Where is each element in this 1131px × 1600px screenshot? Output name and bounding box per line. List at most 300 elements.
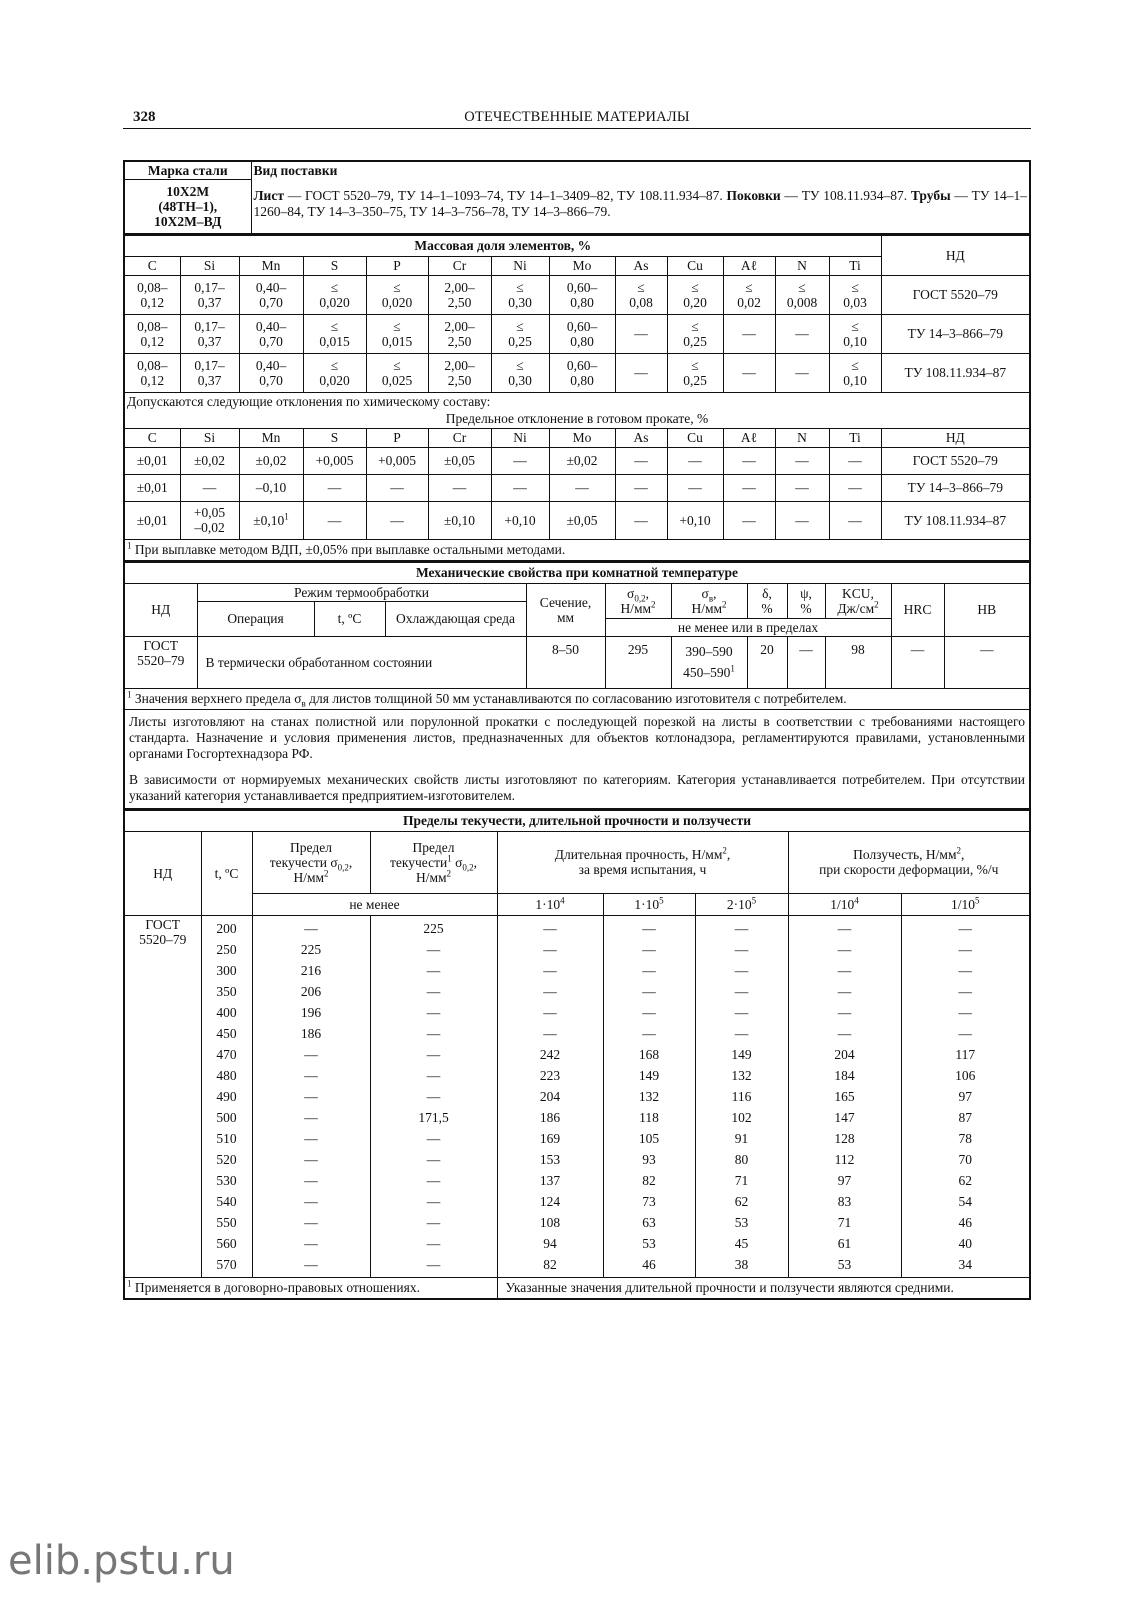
deviation-value bbox=[615, 501, 667, 539]
chem-value-line-1: — bbox=[795, 365, 809, 380]
chem-value bbox=[366, 275, 428, 314]
deviation-value-text: — bbox=[390, 512, 404, 528]
element-header: P bbox=[366, 428, 428, 447]
creep-value: 186 bbox=[252, 1023, 370, 1044]
chem-value bbox=[775, 275, 829, 314]
element-header: Mn bbox=[239, 256, 303, 275]
deviation-value bbox=[723, 447, 775, 474]
creep-temp: 400 bbox=[201, 1002, 252, 1023]
deviation-value-text: ±0,05 bbox=[443, 453, 476, 468]
supply-label: Вид поставки bbox=[253, 163, 338, 178]
creep-temp: 570 bbox=[201, 1254, 252, 1278]
chem-value bbox=[615, 353, 667, 392]
creep-value: — bbox=[695, 915, 788, 939]
element-header: Mn bbox=[239, 428, 303, 447]
creep-value: 186 bbox=[497, 1107, 603, 1128]
footnote-subscript: в bbox=[301, 698, 306, 709]
deviation-value bbox=[615, 474, 667, 501]
deviation-title: Предельное отклонение в готовом прокате, % bbox=[124, 410, 1030, 428]
footnote-mark: 1 bbox=[127, 689, 132, 700]
creep-value: — bbox=[370, 1002, 497, 1023]
creep-value: 153 bbox=[497, 1149, 603, 1170]
creep-value: 169 bbox=[497, 1128, 603, 1149]
creep-value: — bbox=[370, 1023, 497, 1044]
mech-row-state: В термически обработанном состоянии bbox=[197, 636, 526, 688]
comma: , bbox=[348, 854, 353, 870]
creep-value: — bbox=[497, 1002, 603, 1023]
chem-value bbox=[124, 314, 180, 353]
creep-row bbox=[124, 1170, 1030, 1191]
chem-value bbox=[303, 353, 366, 392]
creep-yield-header bbox=[252, 831, 370, 893]
creep-value: 80 bbox=[695, 1149, 788, 1170]
sigma-symbol: σ bbox=[627, 585, 635, 601]
creep-value: — bbox=[370, 960, 497, 981]
deviation-value-text: +0,10 bbox=[679, 512, 711, 528]
creep-row bbox=[124, 1254, 1030, 1278]
creep-value: — bbox=[603, 981, 695, 1002]
creep-value: 128 bbox=[788, 1128, 901, 1149]
creep-value: — bbox=[497, 915, 603, 939]
element-header: As bbox=[615, 428, 667, 447]
chem-value-line-1: — bbox=[634, 365, 648, 380]
chem-value bbox=[491, 275, 549, 314]
creep-temp: 470 bbox=[201, 1044, 252, 1065]
deviation-value bbox=[303, 501, 366, 539]
element-header: As bbox=[615, 256, 667, 275]
creep-value: 54 bbox=[901, 1191, 1030, 1212]
creep-value: 83 bbox=[788, 1191, 901, 1212]
chem-value-line-2: 2,50 bbox=[447, 294, 472, 310]
creep-row-nd bbox=[124, 915, 201, 1277]
creep-nd-header: НД bbox=[124, 831, 201, 915]
unit-label: Н/мм bbox=[691, 600, 723, 616]
creep-value: — bbox=[370, 1149, 497, 1170]
unit-label: Н/мм bbox=[620, 600, 652, 616]
creep-row bbox=[124, 939, 1030, 960]
chem-value-line-2: 0,020 bbox=[319, 372, 350, 388]
chem-value bbox=[124, 353, 180, 392]
chem-value-line-2: 2,50 bbox=[447, 333, 472, 349]
chem-value bbox=[239, 275, 303, 314]
nd-line-2: 5520–79 bbox=[137, 652, 185, 668]
deviation-value bbox=[491, 501, 549, 539]
deviation-value-text: — bbox=[795, 480, 809, 495]
chem-value-line-1: 2,00– bbox=[444, 279, 475, 295]
chem-value-line-2: 0,02 bbox=[737, 294, 761, 310]
deviation-footnote bbox=[124, 539, 1030, 561]
creep-not-less: не менее bbox=[252, 893, 497, 915]
chem-value-line-2: 0,70 bbox=[259, 333, 283, 349]
creep-value: 116 bbox=[695, 1086, 788, 1107]
creep-value: — bbox=[252, 1212, 370, 1233]
chem-value-line-1: 0,17– bbox=[194, 357, 225, 373]
creep-temp: 520 bbox=[201, 1149, 252, 1170]
forgings-standards: — ТУ 108.11.934–87. bbox=[780, 188, 911, 203]
creep-value: — bbox=[497, 960, 603, 981]
deviation-value bbox=[303, 447, 366, 474]
deviation-value bbox=[428, 474, 491, 501]
chem-value bbox=[180, 353, 239, 392]
deviation-value bbox=[775, 447, 829, 474]
chem-value-line-2: 0,37 bbox=[197, 372, 222, 388]
deviation-value bbox=[124, 447, 180, 474]
mech-sv-header: $\sigma_в$, $Н/мм^2$ bbox=[671, 583, 747, 618]
mech-row-hrc: — bbox=[891, 636, 944, 688]
creep-row bbox=[124, 981, 1030, 1002]
creep-temp: 550 bbox=[201, 1212, 252, 1233]
psi-label: ψ, bbox=[800, 585, 812, 601]
creep-value: 73 bbox=[603, 1191, 695, 1212]
creep-value: — bbox=[788, 960, 901, 981]
chem-value bbox=[239, 314, 303, 353]
creep-yield1-header bbox=[370, 831, 497, 893]
deviation-row-nd: ГОСТ 5520–79 bbox=[881, 447, 1030, 474]
creep-value: — bbox=[695, 1002, 788, 1023]
element-header: Mo bbox=[549, 428, 615, 447]
creep-value: 71 bbox=[788, 1212, 901, 1233]
chem-value-line-1: ≤ bbox=[516, 357, 524, 373]
chem-value-line-2: 0,25 bbox=[683, 333, 707, 349]
chem-value-line-2: 0,80 bbox=[570, 372, 594, 388]
chem-value bbox=[180, 275, 239, 314]
paragraph-categories: В зависимости от нормируемых механических свойств листы изготовляют по категориям. Категория устанавливается потребителем. При отсутствии указаний категория устанавливается предприятием-изготовителем. bbox=[129, 771, 1025, 803]
creep-value: 204 bbox=[788, 1044, 901, 1065]
creep-value: 63 bbox=[603, 1212, 695, 1233]
unit-exponent: 2 bbox=[722, 845, 727, 856]
element-header: Cu bbox=[667, 256, 723, 275]
comma: , bbox=[473, 854, 478, 870]
chem-value-line-1: 0,17– bbox=[194, 279, 225, 295]
creep-value: 102 bbox=[695, 1107, 788, 1128]
chem-value-line-2: 0,25 bbox=[683, 372, 707, 388]
creep-value: 112 bbox=[788, 1149, 901, 1170]
creep-value: — bbox=[788, 915, 901, 939]
footnote-mark: 1 bbox=[127, 1278, 132, 1289]
chem-value-line-1: 0,40– bbox=[255, 279, 287, 295]
creep-value: 225 bbox=[252, 939, 370, 960]
element-header: Ni bbox=[491, 256, 549, 275]
deviation-value bbox=[615, 447, 667, 474]
deviation-value-text: ±0,02 bbox=[193, 453, 226, 468]
chem-title: Массовая доля элементов, % bbox=[124, 235, 881, 256]
chem-value bbox=[239, 353, 303, 392]
deviation-row-nd: ТУ 108.11.934–87 bbox=[881, 501, 1030, 539]
chem-value-line-1: 0,60– bbox=[566, 357, 598, 373]
deviation-value bbox=[180, 501, 239, 539]
deviation-value-text: ±0,01 bbox=[136, 512, 168, 528]
supply-cell bbox=[251, 161, 1030, 234]
creep-value: 106 bbox=[901, 1065, 1030, 1086]
deviation-value bbox=[723, 474, 775, 501]
creep-value: 184 bbox=[788, 1065, 901, 1086]
chem-value-line-1: 0,08– bbox=[137, 318, 168, 334]
chem-value-line-2: 0,015 bbox=[319, 333, 350, 349]
creep-value: — bbox=[497, 939, 603, 960]
chem-value-line-2: 0,10 bbox=[843, 372, 867, 388]
unit-label: Н/мм bbox=[293, 869, 325, 885]
chem-value bbox=[491, 314, 549, 353]
sigma-subscript: 0,2 bbox=[634, 593, 646, 604]
chem-value-line-2: 0,10 bbox=[843, 333, 867, 349]
deviation-value-text: ±0,01 bbox=[136, 453, 168, 468]
psi-unit: % bbox=[800, 600, 812, 616]
mech-footnote bbox=[124, 688, 1030, 709]
creep-temp: 450 bbox=[201, 1023, 252, 1044]
creep-value: — bbox=[252, 1191, 370, 1212]
chem-value bbox=[549, 275, 615, 314]
chem-value-line-2: 0,008 bbox=[786, 294, 818, 310]
chem-value-line-1: ≤ bbox=[393, 318, 401, 334]
unit-exponent: 2 bbox=[446, 868, 452, 878]
time-exponent: 4 bbox=[560, 895, 565, 905]
chem-value-line-1: 0,17– bbox=[194, 318, 225, 334]
creep-value: — bbox=[370, 1191, 497, 1212]
strength-time-2 bbox=[603, 893, 695, 915]
creep-value: — bbox=[788, 1002, 901, 1023]
creep-value: 62 bbox=[901, 1170, 1030, 1191]
creep-value: 94 bbox=[497, 1233, 603, 1254]
chem-value bbox=[366, 314, 428, 353]
mechanical-table bbox=[123, 562, 1031, 810]
mech-row-hb: — bbox=[944, 636, 1030, 688]
creep-value: — bbox=[788, 981, 901, 1002]
creep-value: 53 bbox=[788, 1254, 901, 1278]
chem-value-line-2: 0,020 bbox=[319, 294, 350, 310]
creep-value: 223 bbox=[497, 1065, 603, 1086]
creep-row bbox=[124, 1212, 1030, 1233]
creep-value: — bbox=[252, 1044, 370, 1065]
deviation-value bbox=[829, 447, 881, 474]
sv-range-b: 450–590 bbox=[683, 665, 731, 680]
creep-row bbox=[124, 1065, 1030, 1086]
creep-temp: 500 bbox=[201, 1107, 252, 1128]
deviation-value-text: +0,005 bbox=[378, 453, 416, 468]
creep-value: 118 bbox=[603, 1107, 695, 1128]
deviation-value-text: — bbox=[513, 480, 527, 495]
chem-value-line-1: — bbox=[634, 326, 648, 341]
deviation-row bbox=[124, 501, 1030, 539]
creep-value: 242 bbox=[497, 1044, 603, 1065]
deviation-value-text: ±0,02 bbox=[566, 453, 598, 468]
creep-value: — bbox=[252, 1107, 370, 1128]
mech-section-header bbox=[526, 583, 605, 636]
chem-value-line-1: ≤ bbox=[851, 279, 859, 295]
creep-footnote-left bbox=[124, 1277, 497, 1299]
element-header: N bbox=[775, 428, 829, 447]
mech-row-nd bbox=[124, 636, 197, 688]
chem-value bbox=[667, 353, 723, 392]
chem-value-line-2: 0,30 bbox=[508, 294, 532, 310]
footnote-mark: 1 bbox=[284, 511, 289, 521]
creep-value: 61 bbox=[788, 1233, 901, 1254]
element-header: S bbox=[303, 428, 366, 447]
creep-temp-header: t, ºС bbox=[201, 831, 252, 915]
chem-row-nd: ТУ 108.11.934–87 bbox=[881, 353, 1030, 392]
element-header: P bbox=[366, 256, 428, 275]
creep-value: 206 bbox=[252, 981, 370, 1002]
creep-value: — bbox=[252, 1086, 370, 1107]
creep-value: — bbox=[497, 1023, 603, 1044]
paragraph-sheets: Листы изготовляют на станах полистной или порулонной прокатки с последующей порезкой на листы в соответствии с требованиями настоящего стандарта. Назначение и условия применения листов, предназначенных для объектов котлонадзора, регламентируются правилами, установленными органами Госгортехнадзора РФ. bbox=[129, 713, 1025, 761]
chem-value-line-1: ≤ bbox=[745, 279, 753, 295]
chem-value-line-1: ≤ bbox=[851, 357, 859, 373]
deviation-value-text: +0,10 bbox=[504, 512, 536, 528]
chem-row bbox=[124, 275, 1030, 314]
chem-value bbox=[303, 314, 366, 353]
creep-value: — bbox=[370, 1086, 497, 1107]
chem-value bbox=[829, 275, 881, 314]
section-label-1: Сечение, bbox=[539, 594, 592, 610]
unit-exponent: 2 bbox=[651, 599, 656, 609]
creep-value: — bbox=[370, 939, 497, 960]
footnote-text: Применяется в договорно-правовых отношениях. bbox=[131, 1280, 420, 1295]
element-header: C bbox=[124, 428, 180, 447]
creep-value: — bbox=[252, 1233, 370, 1254]
grade-value-3: 10Х2М–ВД bbox=[154, 213, 222, 229]
creep-value: — bbox=[370, 1212, 497, 1233]
deviation-value bbox=[549, 447, 615, 474]
deviation-value-text: — bbox=[575, 480, 589, 495]
deviation-value-text: — bbox=[327, 480, 342, 495]
deviation-value-text: — bbox=[848, 512, 862, 528]
mech-row-section: 8–50 bbox=[526, 636, 605, 688]
chem-value-line-1: ≤ bbox=[516, 318, 524, 334]
mech-psi-header bbox=[787, 583, 825, 618]
footnote-text: Значения верхнего предела σ bbox=[131, 691, 302, 706]
chem-value-line-1: — bbox=[742, 365, 756, 380]
element-header: Ti bbox=[829, 428, 881, 447]
deviation-value bbox=[239, 501, 303, 539]
creep-value: — bbox=[252, 1170, 370, 1191]
chem-value bbox=[723, 353, 775, 392]
element-header: Cr bbox=[428, 428, 491, 447]
unit-exponent: 2 bbox=[324, 868, 329, 878]
deviation-value-text: — bbox=[202, 480, 217, 495]
deviation-value-text: — bbox=[634, 480, 648, 495]
grade-label: Марка стали bbox=[124, 161, 251, 180]
deviation-row-nd: ТУ 14–3–866–79 bbox=[881, 474, 1030, 501]
creep-value: 147 bbox=[788, 1107, 901, 1128]
deviation-row bbox=[124, 474, 1030, 501]
creep-table bbox=[123, 810, 1031, 1300]
element-header: Cr bbox=[428, 256, 491, 275]
creep-value: — bbox=[603, 1002, 695, 1023]
creep-value: 87 bbox=[901, 1107, 1030, 1128]
chemistry-table bbox=[123, 235, 1031, 562]
deviation-value bbox=[180, 474, 239, 501]
chem-value-line-1: — bbox=[795, 326, 809, 341]
time-exponent: 5 bbox=[659, 895, 664, 905]
creep-value: — bbox=[370, 981, 497, 1002]
creep-value: — bbox=[901, 915, 1030, 939]
deviation-value-text: — bbox=[452, 480, 467, 495]
creep-value: — bbox=[603, 915, 695, 939]
deviation-value-text: ±0,02 bbox=[255, 453, 287, 468]
creep-value: 165 bbox=[788, 1086, 901, 1107]
chem-value-line-1: ≤ bbox=[393, 279, 401, 295]
deviation-value bbox=[775, 474, 829, 501]
chem-value-line-2: 0,80 bbox=[570, 294, 594, 310]
time-base: 1·10 bbox=[634, 896, 660, 912]
creep-value: — bbox=[252, 1065, 370, 1086]
creep-value: 168 bbox=[603, 1044, 695, 1065]
deviation-value-text: +0,005 bbox=[315, 453, 354, 468]
mech-operation-header: Операция bbox=[197, 601, 314, 636]
chem-value-line-2: 0,20 bbox=[683, 294, 707, 310]
chem-value-line-2: 0,25 bbox=[508, 333, 532, 349]
creep-value: — bbox=[901, 1002, 1030, 1023]
deviation-value-text: — bbox=[742, 512, 756, 528]
chem-value bbox=[723, 275, 775, 314]
chem-value-line-2: 0,70 bbox=[259, 372, 283, 388]
chem-row-nd: ТУ 14–3–866–79 bbox=[881, 314, 1030, 353]
chem-value bbox=[667, 314, 723, 353]
deviation-value-text: — bbox=[634, 512, 648, 528]
creep-value: 53 bbox=[695, 1212, 788, 1233]
chem-value-line-2: 0,37 bbox=[197, 333, 222, 349]
deviation-value bbox=[366, 447, 428, 474]
pipes-label: Трубы bbox=[910, 188, 951, 203]
footnote-mark: 1 bbox=[447, 853, 452, 863]
chem-value-line-1: 2,00– bbox=[444, 318, 475, 334]
element-header: N bbox=[775, 256, 829, 275]
creep-value: 97 bbox=[901, 1086, 1030, 1107]
watermark: elib.pstu.ru bbox=[8, 1538, 235, 1584]
chem-value bbox=[180, 314, 239, 353]
chem-value-line-1: 0,60– bbox=[566, 318, 598, 334]
creep-value: 149 bbox=[695, 1044, 788, 1065]
creep-value: 46 bbox=[603, 1254, 695, 1278]
strength-time-1 bbox=[497, 893, 603, 915]
creep-value: — bbox=[695, 1023, 788, 1044]
creep-value: — bbox=[252, 915, 370, 939]
chem-value-line-1: ≤ bbox=[691, 357, 699, 373]
creep-footnote-right: Указанные значения длительной прочности и ползучести являются средними. bbox=[497, 1277, 1030, 1299]
creep-value: — bbox=[370, 1065, 497, 1086]
strength-line-2: за время испытания, ч bbox=[578, 862, 707, 877]
mech-hb-header: HB bbox=[944, 583, 1030, 636]
creep-value: — bbox=[252, 1149, 370, 1170]
deviation-value bbox=[491, 447, 549, 474]
mech-nd-header: НД bbox=[124, 583, 197, 636]
sigma-subscript: в bbox=[708, 593, 714, 604]
deviation-value bbox=[239, 447, 303, 474]
footnote-mark: 1 bbox=[730, 663, 735, 674]
deviation-nd-header: НД bbox=[881, 428, 1030, 447]
creep-value: 45 bbox=[695, 1233, 788, 1254]
footnote-text-end: для листов толщиной 50 мм устанавливаются по согласованию изготовителя с потребителем. bbox=[305, 691, 847, 706]
creep-temp: 350 bbox=[201, 981, 252, 1002]
chem-value-line-2: 0,12 bbox=[140, 294, 165, 310]
sigma-subscript: 0,2 bbox=[462, 862, 474, 873]
creep-temp: 200 bbox=[201, 915, 252, 939]
chem-value bbox=[428, 275, 491, 314]
mech-row-delta: 20 bbox=[747, 636, 787, 688]
chem-value-line-1: ≤ bbox=[637, 279, 645, 295]
creep-value: — bbox=[497, 981, 603, 1002]
time-exponent: 5 bbox=[751, 895, 757, 905]
deviation-value-text: — bbox=[513, 453, 527, 468]
creep-row bbox=[124, 1149, 1030, 1170]
creep-value: 216 bbox=[252, 960, 370, 981]
deviation-value-text: ±0,05 bbox=[566, 512, 598, 528]
creep-value: — bbox=[695, 960, 788, 981]
creep-temp: 530 bbox=[201, 1170, 252, 1191]
sigma-subscript: 0,2 bbox=[337, 862, 349, 873]
creep-temp: 250 bbox=[201, 939, 252, 960]
nd-line-2: 5520–79 bbox=[139, 931, 187, 947]
